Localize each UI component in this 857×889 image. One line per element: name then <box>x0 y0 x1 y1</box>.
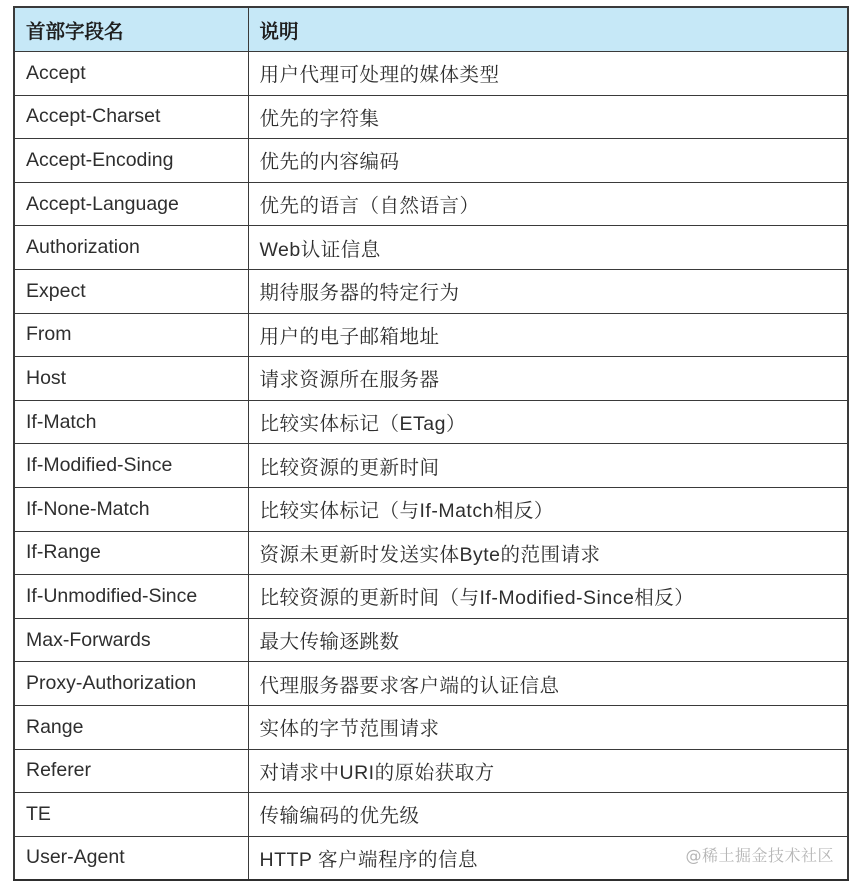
description-cell: 期待服务器的特定行为 <box>248 269 848 313</box>
field-name-cell: Referer <box>14 749 248 793</box>
table-row <box>14 444 848 488</box>
description-cell: 传输编码的优先级 <box>248 793 848 837</box>
table-row <box>14 531 848 575</box>
description-cell: 比较资源的更新时间（与If-Modified-Since相反） <box>248 575 848 619</box>
field-name-cell: Expect <box>14 269 248 313</box>
field-name-cell: Accept <box>14 52 248 96</box>
table-row <box>14 182 848 226</box>
description-cell: 优先的内容编码 <box>248 139 848 183</box>
field-name-cell: From <box>14 313 248 357</box>
watermark: @稀土掘金技术社区 <box>685 846 834 865</box>
table-row <box>14 52 848 96</box>
table-row <box>14 226 848 270</box>
description-cell: 用户的电子邮箱地址 <box>248 313 848 357</box>
table-row <box>14 749 848 793</box>
table-row <box>14 575 848 619</box>
table-row <box>14 487 848 531</box>
column-header-description: 说明 <box>248 7 848 52</box>
field-name-cell: Host <box>14 357 248 401</box>
field-name-cell: Accept-Encoding <box>14 139 248 183</box>
field-name-cell: Proxy-Authorization <box>14 662 248 706</box>
field-name-cell: Accept-Language <box>14 182 248 226</box>
field-name-cell: Range <box>14 705 248 749</box>
table-row <box>14 357 848 401</box>
description-cell: 比较资源的更新时间 <box>248 444 848 488</box>
table-row <box>14 705 848 749</box>
description-cell: 资源未更新时发送实体Byte的范围请求 <box>248 531 848 575</box>
description-cell: 对请求中URI的原始获取方 <box>248 749 848 793</box>
column-header-field-name: 首部字段名 <box>14 7 248 52</box>
table-row <box>14 400 848 444</box>
description-cell: 最大传输逐跳数 <box>248 618 848 662</box>
field-name-cell: Authorization <box>14 226 248 270</box>
table-row <box>14 313 848 357</box>
field-name-cell: If-Match <box>14 400 248 444</box>
request-header-fields-table-container <box>13 6 847 881</box>
description-cell: 请求资源所在服务器 <box>248 357 848 401</box>
field-name-cell: If-Modified-Since <box>14 444 248 488</box>
description-cell: 实体的字节范围请求 <box>248 705 848 749</box>
table-row <box>14 139 848 183</box>
field-name-cell: Max-Forwards <box>14 618 248 662</box>
table-header-row <box>14 7 848 52</box>
description-cell: 比较实体标记（ETag） <box>248 400 848 444</box>
table-row <box>14 269 848 313</box>
table-row <box>14 662 848 706</box>
field-name-cell: If-Unmodified-Since <box>14 575 248 619</box>
description-cell: 代理服务器要求客户端的认证信息 <box>248 662 848 706</box>
field-name-cell: If-Range <box>14 531 248 575</box>
field-name-cell: If-None-Match <box>14 487 248 531</box>
table-row <box>14 793 848 837</box>
description-cell: Web认证信息 <box>248 226 848 270</box>
field-name-cell: Accept-Charset <box>14 95 248 139</box>
request-header-fields-table <box>13 6 849 881</box>
table-row <box>14 95 848 139</box>
table-row <box>14 618 848 662</box>
description-cell: 用户代理可处理的媒体类型 <box>248 52 848 96</box>
description-cell: HTTP 客户端程序的信息 <box>248 836 848 880</box>
description-cell: 优先的字符集 <box>248 95 848 139</box>
field-name-cell: TE <box>14 793 248 837</box>
description-cell: 比较实体标记（与If-Match相反） <box>248 487 848 531</box>
field-name-cell: User-Agent <box>14 836 248 880</box>
description-cell: 优先的语言（自然语言） <box>248 182 848 226</box>
